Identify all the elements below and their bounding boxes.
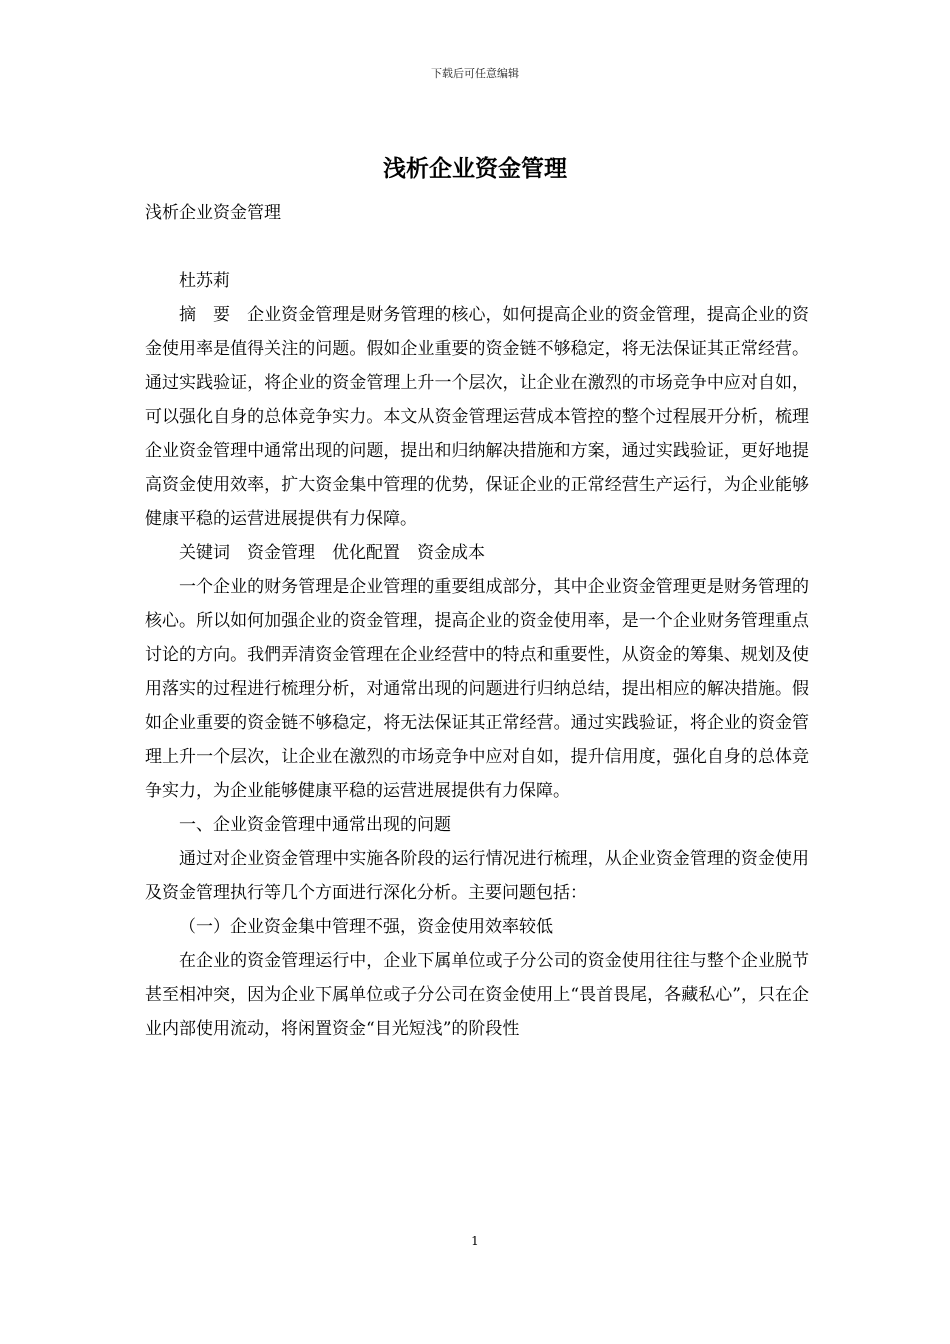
subtitle-line: 浅析企业资金管理 [145, 203, 281, 223]
section-heading: 一、企业资金管理中通常出现的问题 [179, 815, 451, 835]
document-body [145, 196, 809, 1046]
page-number: 1 [471, 1234, 479, 1248]
abstract-paragraph: 摘 要 企业资金管理是财务管理的核心，如何提高企业的资金管理，提高企业的资金使用率是值得关注的问题。假如企业重要的资金链不够稳定，将无法保证其正常经营。通过实践验证，将企业的资金管理上升一个层次，让企业在激烈的市场竞争中应对自如，可以强化自身的总体竞争实力。本文从资金管理运营成本管控的整个过程展开分析，梳理企业资金管理中通常出现的问题，提出和归纳解决措施和方案，通过实践验证，更好地提高资金使用效率，扩大资金集中管理的优势，保证企业的正常经营生产运行，为企业能够健康平稳的运营进展提供有力保障。 [145, 305, 809, 529]
document-title: 浅析企业资金管理 [383, 155, 567, 182]
section-intro-paragraph: 通过对企业资金管理中实施各阶段的运行情况进行梳理，从企业资金管理的资金使用及资金管理执行等几个方面进行深化分析。主要问题包括： [145, 849, 809, 903]
blank-line [145, 230, 809, 264]
author-name: 杜苏莉 [179, 271, 230, 291]
intro-paragraph: 一个企业的财务管理是企业管理的重要组成部分，其中企业资金管理更是财务管理的核心。所以如何加强企业的资金管理，提高企业的资金使用率，是一个企业财务管理重点讨论的方向。我們弄清资金管理在企业经营中的特点和重要性，从资金的筹集、规划及使用落实的过程进行梳理分析，对通常出现的问题进行归纳总结，提出相应的解决措施。假如企业重要的资金链不够稳定，将无法保证其正常经营。通过实践验证，将企业的资金管理上升一个层次，让企业在激烈的市场竞争中应对自如，提升信用度，强化自身的总体竞争实力，为企业能够健康平稳的运营进展提供有力保障。 [145, 577, 809, 801]
subsection-heading: （一）企业资金集中管理不强，资金使用效率较低 [179, 917, 553, 937]
header-note: 下载后可任意编辑 [431, 67, 519, 80]
keywords-line: 关键词 资金管理 优化配置 资金成本 [179, 543, 485, 563]
subsection-body-paragraph: 在企业的资金管理运行中，企业下属单位或子分公司的资金使用往往与整个企业脱节甚至相冲突，因为企业下属单位或子分公司在资金使用上“畏首畏尾，各藏私心”，只在企业内部使用流动，将闲置资金“目光短浅”的阶段性 [145, 951, 809, 1039]
